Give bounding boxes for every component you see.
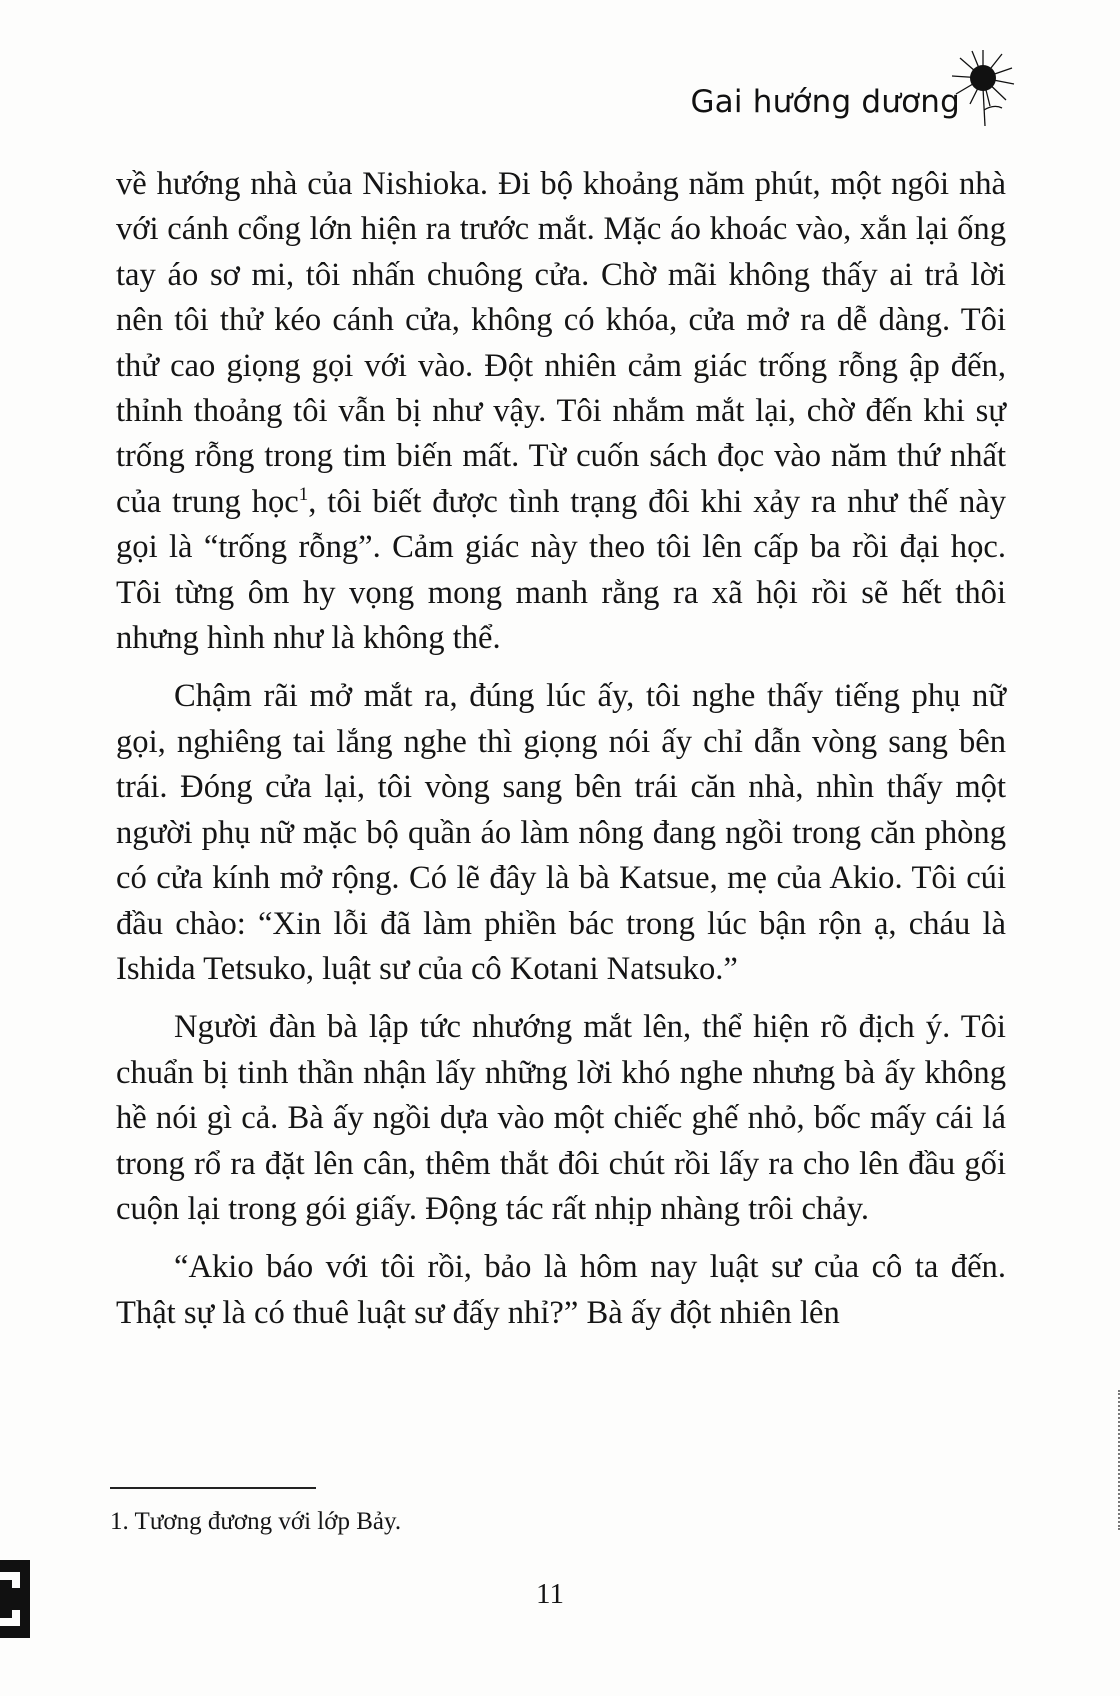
footnote-divider — [110, 1487, 316, 1489]
paragraph-1 — [116, 162, 1006, 661]
edge-ornament-icon — [0, 1556, 38, 1642]
running-header-title: Gai hướng dương — [690, 84, 960, 120]
paragraph-1-text-before-note: về hướng nhà của Nishioka. Đi bộ khoảng năm phút, một ngôi nhà với cánh cổng lớn hiện ra trước mắt. Mặc áo khoác vào, xắn lại ống tay áo sơ mi, tôi nhấn chuông cửa. Chờ mãi không thấy ai trả lời nên tôi thử kéo cánh cửa, không có khóa, cửa mở ra dễ dàng. Tôi thử cao giọng gọi với vào. Đột nhiên cảm giác trống rỗng ập đến, thỉnh thoảng tôi vẫn bị như vậy. Tôi nhắm mắt lại, chờ đến khi sự trống rỗng trong tim biến mất. Từ cuốn sách đọc vào năm thứ nhất của trung học — [116, 166, 1006, 520]
paragraph-2: Chậm rãi mở mắt ra, đúng lúc ấy, tôi nghe thấy tiếng phụ nữ gọi, nghiêng tai lắng nghe thì giọng nói ấy chỉ dẫn vòng sang bên trái. Đóng cửa lại, tôi vòng sang bên trái căn nhà, nhìn thấy một người phụ nữ mặc bộ quần áo làm nông đang ngồi trong căn phòng có cửa kính mở rộng. Có lẽ đây là bà Katsue, mẹ của Akio. Tôi cúi đầu chào: “Xin lỗi đã làm phiền bác trong lúc bận rộn ạ, cháu là Ishida Tetsuko, luật sư của cô Kotani Natsuko.” — [116, 678, 1006, 987]
sunflower-icon — [950, 48, 1016, 128]
footnote: 1. Tương đương với lớp Bảy. — [110, 1508, 402, 1535]
body-text — [116, 162, 1006, 1349]
paragraph-4: “Akio báo với tôi rồi, bảo là hôm nay luật sư của cô ta đến. Thật sự là có thuê luật sư đấy nhỉ?” Bà ấy đột nhiên lên — [116, 1249, 1006, 1331]
footnote-marker: 1 — [298, 483, 309, 505]
paragraph-1-text-after-note: , tôi biết được tình trạng đôi khi xảy ra như thế này gọi là “trống rỗng”. Cảm giác này theo tôi lên cấp ba rồi đại học. Tôi từng ôm hy vọng mong manh rằng ra xã hội rồi sẽ hết thôi nhưng hình như là không thể. — [116, 483, 1006, 657]
page-edge-marks — [1112, 1390, 1120, 1530]
paragraph-3: Người đàn bà lập tức nhướng mắt lên, thể hiện rõ địch ý. Tôi chuẩn bị tinh thần nhận lấy những lời khó nghe nhưng bà ấy không hề nói gì cả. Bà ấy ngồi dựa vào một chiếc ghế nhỏ, bốc mấy cái lá trong rổ ra đặt lên cân, thêm thắt đôi chút rồi lấy ra cho lên đầu gối cuộn lại trong gói giấy. Động tác rất nhịp nhàng trôi chảy. — [116, 1009, 1006, 1227]
page-number: 11 — [536, 1578, 564, 1610]
